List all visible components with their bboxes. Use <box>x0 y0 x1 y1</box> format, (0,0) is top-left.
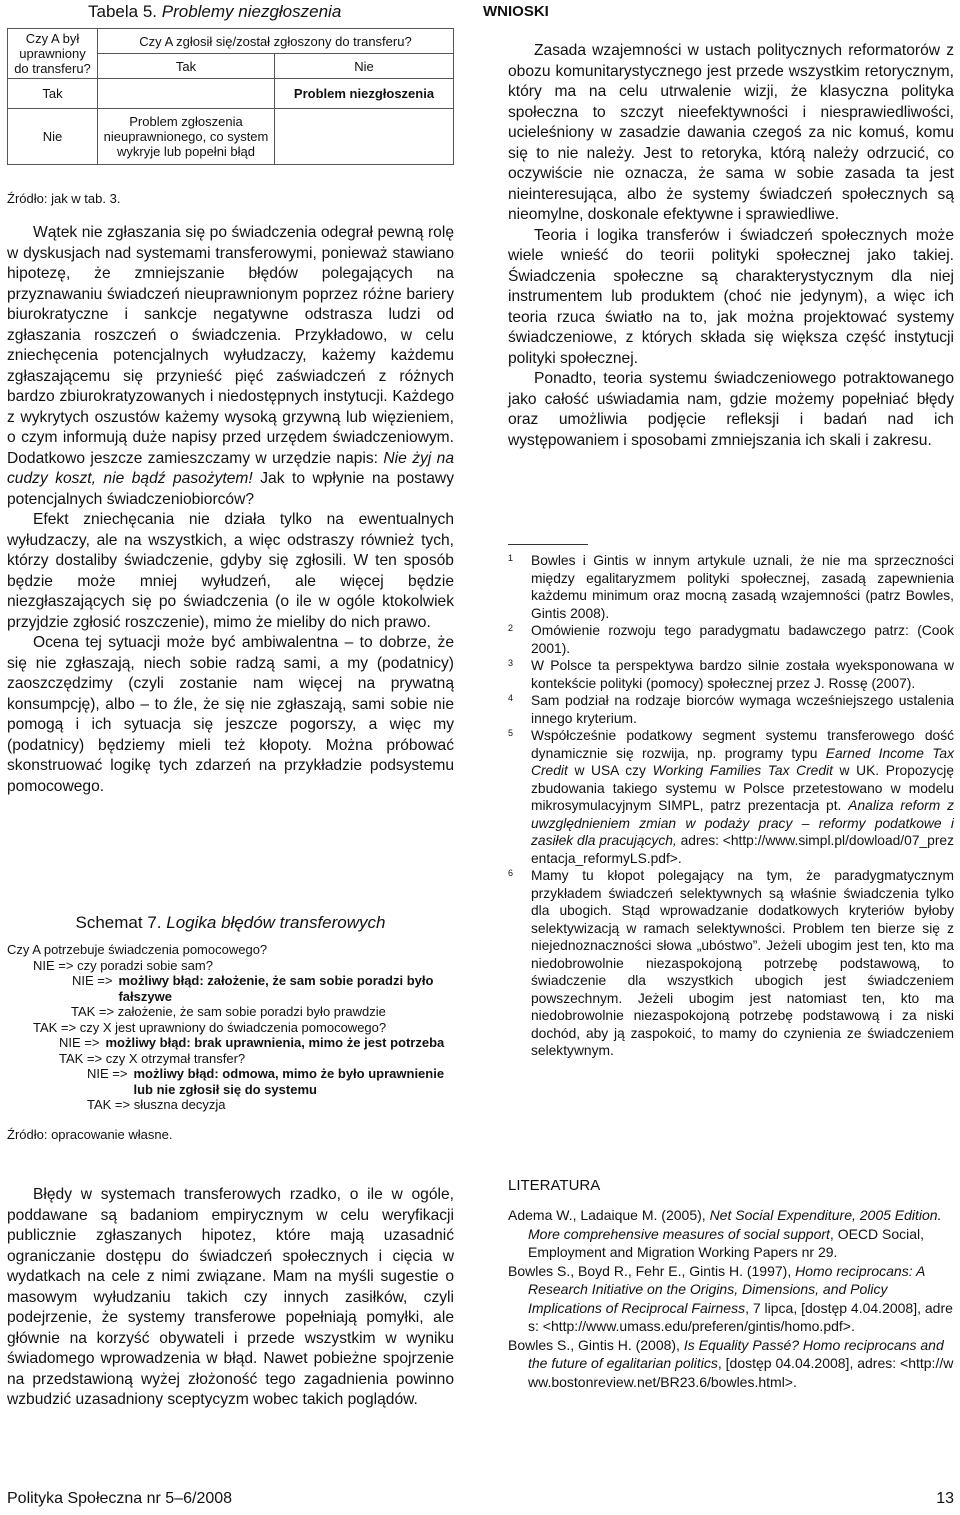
footnote <box>508 727 954 867</box>
table-caption-prefix: Tabela 5. <box>88 2 157 21</box>
row-header-no: Nie <box>8 109 98 165</box>
reference <box>508 1336 954 1392</box>
table-source: Źródło: jak w tab. 3. <box>7 191 121 206</box>
scheme-error: możliwy błąd: odmowa, mimo że było uprawnienie lub nie zgłosił się do systemu <box>133 1066 445 1097</box>
scheme-line <box>7 1035 454 1051</box>
scheme <box>7 913 454 1142</box>
journal-footer: Polityka Społeczna nr 5–6/2008 <box>7 1490 233 1507</box>
footnote-italic: Working Families Tax Credit <box>652 763 833 778</box>
scheme-line <box>7 973 454 1004</box>
footnote-number: 3 <box>508 658 514 668</box>
paragraph-italic: Nie żyj na cudzy koszt, nie bądź pasożytem! <box>7 449 454 487</box>
problems-table <box>7 28 454 165</box>
left-body-text-2 <box>7 1185 454 1411</box>
paragraph: Ponadto, teoria systemu świadczeniowego potraktowanego jako całość uświadamia nam, gdzie możemy popełniać błędy oraz umożliwia podjęcie refleksji i badań nad ich występowaniem i sposobami zmniejszania ich skali i zakresu. <box>508 370 954 449</box>
col-header-no: Nie <box>275 54 454 79</box>
cell-no-yes: Problem zgłoszenia nieuprawnionego, co system wykryje lub popełni błąd <box>98 109 275 165</box>
paragraph: Zasada wzajemności w ustach politycznych reformatorów z obozu komunitarystycznego jest przede wszystkim retorycznym, który ma na celu utrwalenie wizji, że klasyczna polityka społeczna to szczyt nieefektywności i niesprawiedliwości, ucieleśniony w zasadzie dawania czegoś za nic komuś, komu się to nie należy. Jest to retoryka, którą należy odrzucić, co oczywiście nie oznacza, że sama w sobie zasada ta jest nieinteresująca, albo że systemy świadczeń społecznych są nieomylne, doskonale efektywne i sprawiedliwe. <box>508 42 954 223</box>
reference-author: Adema W., Ladaique M. (2005), <box>508 1207 706 1223</box>
footnote-text: Mamy tu kłopot polegający na tym, że paradygmatycznym przykładem świadczeń selektywnych są właśnie świadczenia tylko dla ubogich. Stąd wprowadzanie dodatkowych kryteriów byłoby selektywizacją w ramach selektywności. Problem ten bierze się z niejednoznaczności słowa „ubóstwo”. Jeżeli ubogim jest ten, kto ma niedobrowolnie niezaspokojoną potrzebę podstawową, to świadczenie dla wszystkich ubogich jest świadczeniem powszechnym. Jeżeli ubogim jest natomiast ten, kto ma niedobrowolnie niezaspokojoną potrzebę podstawową i za niski dochód, aby ją zaspokoić, to mamy do czynienia ze świadczeniem selektywnym. <box>531 868 954 1058</box>
reference-rest: , OECD Social, Employment and Migration Working Papers nr 29. <box>528 1225 925 1260</box>
row-header-yes: Tak <box>8 79 98 109</box>
footnote <box>508 692 954 727</box>
cell-yes-yes <box>98 79 275 109</box>
reference-author: Bowles S., Gintis H. (2008), <box>508 1336 680 1353</box>
footnote-number: 1 <box>508 553 514 563</box>
cell-no-no <box>275 109 454 165</box>
reference-title: Is Equality Passé? Homo reciprocans and the future of egalitarian politics <box>528 1336 944 1371</box>
footnote-number: 6 <box>508 868 514 878</box>
footnote <box>508 622 954 657</box>
corner-header: Czy A był uprawniony do transferu? <box>8 29 98 79</box>
footnote-text: Współcześnie podatkowy segment systemu transferowego dość dynamicznie się rozwija, np. programy typu <box>531 728 954 761</box>
scheme-source: Źródło: opracowanie własne. <box>7 1126 173 1142</box>
table-caption <box>88 2 468 22</box>
paragraph <box>7 223 454 510</box>
scheme-line: Czy A potrzebuje świadczenia pomocowego? <box>7 942 268 957</box>
scheme-line <box>7 1066 454 1097</box>
reference-rest[interactable]: , [dostęp 04.04.2008], adres: <http://www.bostonreview.net/BR23.6/bowles.html>. <box>528 1355 954 1390</box>
scheme-line: TAK => słuszna decyzja <box>87 1097 226 1112</box>
footnote-text: Omówienie rozwoju tego paradygmatu badawczego patrz: (Cook 2001). <box>531 623 954 656</box>
footnote <box>508 657 954 692</box>
scheme-title-text: Logika błędów transferowych <box>166 913 386 932</box>
scheme-error: możliwy błąd: założenie, że sam sobie poradzi było fałszywe <box>118 973 434 1004</box>
footnote-text: Bowles i Gintis w innym artykule uznali, że nie ma sprzeczności między egalitaryzmem polityki społecznej, zasadą zapewnienia każdemu minimum oraz mocną zasadą wzajemności (patrz Bowles, Gintis 2008). <box>531 553 954 621</box>
reference-rest[interactable]: , 7 lipca, [dostęp 4.04.2008], adres: <http://www.umass.edu/preferen/gintis/homo.pdf>. <box>528 1299 953 1334</box>
footnote-text: W Polsce ta perspektywa bardzo silnie została wyeksponowana w kontekście polityki (pomocy) społecznej przez J. Rossę (2007). <box>531 658 954 691</box>
footnote <box>508 867 954 1060</box>
footnote-number: 2 <box>508 623 514 633</box>
paragraph: Błędy w systemach transferowych rzadko, o ile w ogóle, poddawane są badaniom empirycznym w celu weryfikacji publicznie zgłaszanych hipotez, które mają uzasadnić ograniczanie dostępu do świadczeń społecznych i cięcia w wydatkach na cele z nimi związane. Mam na myśli sugestie o masowym wyłudzaniu takich czy innych zasiłków, czyli podejrzenie, że systemy transferowe popełniają pomyłki, ale głównie na korzyść obywateli i przede wszystkim w wyniku świadomego wprowadzenia w błąd. Nawet pobieżne spojrzenie na przedstawioną wyżej złożoność tego zagadnienia powinno wzbudzić uzasadniony sceptycyzm wobec takich poglądów. <box>7 1186 454 1408</box>
paragraph-text: Jak to wpłynie na postawy potencjalnych świadczeniobiorców? <box>7 470 454 508</box>
scheme-line: TAK => czy X jest uprawniony do świadczenia pomocowego? <box>33 1019 387 1035</box>
scheme-line: TAK => czy X otrzymał transfer? <box>59 1050 246 1066</box>
reference <box>508 1206 954 1262</box>
top-header: Czy A zgłosił się/został zgłoszony do transferu? <box>98 29 454 54</box>
footnote-text: w UK. Propozycję zbudowania takiego systemu w Polsce przetestowano w modelu mikrosymulacyjnym SIMPL, patrz prezentacja pt. <box>531 763 954 813</box>
footnote-rule <box>508 544 588 545</box>
footnote-italic: Analiza reform z uwzględnieniem zmian w podaży pracy – reformy podatkowe i zasiłek dla pracujących, <box>531 798 955 848</box>
page-number: 13 <box>936 1490 954 1507</box>
reference <box>508 1262 954 1336</box>
conclusions-text <box>508 41 954 451</box>
paragraph: Teoria i logika transferów i świadczeń społecznych może wiele wnieść do teorii polityki społecznej jako takiej. Świadczenia społeczne są charakterystycznym dla niej instrumentem lub produktem (choć nie jedynym), a więc ich teoria rzuca światło na to, jak można projektować systemy świadczeniowe, z których składa się większa część instytucji polityki społecznej. <box>508 226 954 367</box>
scheme-line: NIE => czy poradzi sobie sam? <box>33 957 213 973</box>
cell-yes-no: Problem niezgłoszenia <box>275 79 454 109</box>
footnote-number: 4 <box>508 693 514 703</box>
footnote-number: 5 <box>508 728 514 738</box>
reference-author: Bowles S., Boyd R., Fehr E., Gintis H. (1997), <box>508 1262 792 1279</box>
paragraph: Ocena tej sytuacji może być ambiwalentna – to dobrze, że się nie zgłaszają, niech sobie radzą sami, a my (podatnicy) zaoszczędzimy (czyli zostanie nam więcej na prywatną konsumpcję), albo – to źle, że się nie zgłaszają, sami sobie nie pomogą i ich sytuacja się jeszcze pogorszy, a więc my (podatnicy) będziemy mieli też kłopoty. Można próbować skonstruować logikę tych zdarzeń na przykładzie podsystemu pomocowego. <box>7 634 454 795</box>
footnote-link[interactable]: adres: <http://www.simpl.pl/dowload/07_prezentacja_reformyLS.pdf>. <box>531 833 955 866</box>
reference-title: Net Social Expenditure, 2005 Edition. More comprehensive measures of social support <box>528 1207 942 1242</box>
literature <box>508 1177 954 1391</box>
footnotes <box>508 552 954 1060</box>
left-body-text <box>7 223 454 797</box>
footnote-text: w USA czy <box>574 763 646 778</box>
literature-heading: LITERATURA <box>508 1177 601 1194</box>
scheme-title <box>7 913 454 933</box>
paragraph-text: Wątek nie zgłaszania się po świadczenia odegrał pewną rolę w dyskusjach nad systemami transferowymi, ponieważ stawiano hipotezę, że zmniejszanie błędów polegających na przyznawaniu świadczeń nieuprawnionym poprzez różne bariery biurokratyczne i sankcje negatywne odstrasza ludzi od zgłaszania roszczeń o świadczenia. Przykładowo, w celu zniechęcenia potencjalnych wyłudzaczy, każemy każdemu zgłaszającemu się przynieść pięć zaświadczeń z różnych bardzo zbiurokratyzowanych i niedostępnych instytucji. Każdego z wykrytych oszustów każemy wysoką grzywną lub więzieniem, o czym informują duże napisy przed urzędem świadczeniowym. Dodatkowo jeszcze zamieszczamy w urzędzie napis: <box>7 224 454 467</box>
scheme-line-prefix: NIE => <box>59 1035 100 1050</box>
scheme-title-prefix: Schemat 7. <box>75 913 162 932</box>
scheme-lines <box>7 942 454 1113</box>
literature-list <box>508 1206 954 1391</box>
footnote <box>508 552 954 622</box>
reference-title: Homo reciprocans: A Research Initiative on the Origins, Dimensions, and Policy Implications of Reciprocal Fairness <box>528 1262 925 1316</box>
col-header-yes: Tak <box>98 54 275 79</box>
table-caption-title: Problemy niezgłoszenia <box>161 2 342 21</box>
footnote-italic: Earned Income Tax Credit <box>531 745 954 778</box>
paragraph: Efekt zniechęcania nie działa tylko na ewentualnych wyłudzaczy, ale na wszystkich, a więc odstraszy również tych, którzy dostaliby świadczenie, gdyby się zgłosili. W ten sposób będzie może mniej wyłudzeń, ale więcej będzie niezgłaszających się po świadczenia (o ile w ogóle ktokolwiek przyjdzie zgłosić roszczenie), mimo że mieliby do nich prawo. <box>7 511 454 631</box>
footnote-text: Sam podział na rodzaje biorców wymaga wcześniejszego ustalenia innego kryterium. <box>531 693 954 726</box>
scheme-line-prefix: NIE => <box>87 1066 128 1081</box>
scheme-error: możliwy błąd: brak uprawnienia, mimo że jest potrzeba <box>105 1035 445 1050</box>
scheme-line: TAK => założenie, że sam sobie poradzi było prawdzie <box>71 1004 386 1019</box>
conclusions-heading: WNIOSKI <box>483 3 549 20</box>
scheme-line-prefix: NIE => <box>72 973 113 988</box>
